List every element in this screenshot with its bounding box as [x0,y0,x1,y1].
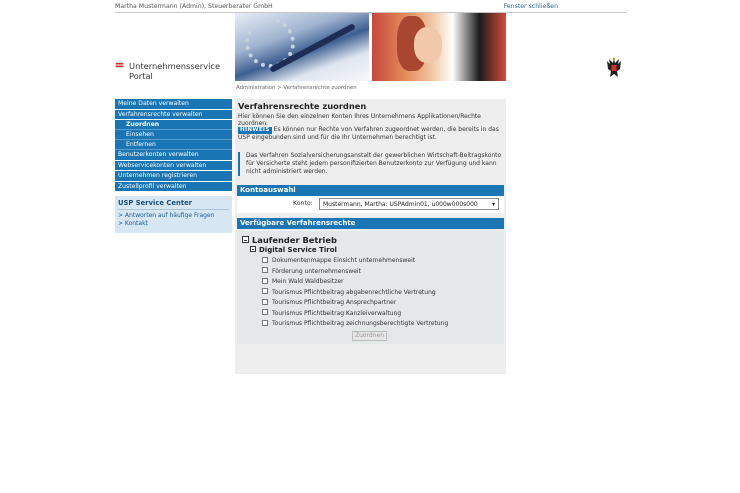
konto-row [237,196,504,213]
austrian-eagle-icon [604,57,624,79]
service-center-box [115,196,232,233]
tree-subgroup [250,246,337,254]
sidebar-subitem-zuordnen[interactable]: Zuordnen [115,120,232,130]
list-item [262,310,448,321]
contact-link[interactable]: > Kontakt [118,220,148,227]
right-checkbox[interactable] [262,257,268,263]
rights-list [262,257,448,331]
konto-section-header: Kontoauswahl [237,185,504,196]
list-item [262,268,448,279]
sidebar-nav [115,99,232,233]
logged-in-user: Martha Mustermann (Admin), Steuerberater GmbH [115,3,273,10]
sidebar-subitem-einsehen[interactable]: Einsehen [115,130,232,140]
page-title: Verfahrensrechte zuordnen [238,101,367,111]
right-label: Tourismus Pflichtbeitrag Ansprechpartner [272,299,397,306]
rights-section-header: Verfügbare Verfahrensrechte [237,218,504,229]
right-checkbox[interactable] [262,288,268,294]
breadcrumb: Administration > Verfahrensrechte zuordnen [236,85,357,91]
hint-badge: HINWEIS [240,127,270,133]
hint-box [238,126,503,142]
list-item [262,257,448,268]
right-checkbox[interactable] [262,309,268,315]
faq-link[interactable]: > Antworten auf häufige Fragen [118,212,215,219]
chevron-down-icon: ▾ [491,201,495,208]
right-checkbox[interactable] [262,320,268,326]
sidebar-item-webservicekonten[interactable]: Webservicekonten verwalten [115,161,232,172]
right-label: Tourismus Pflichtbeitrag abgabenrechtliche Vertretung [272,288,436,296]
right-checkbox[interactable] [262,278,268,284]
right-label: Dokumentenmappe Einsicht unternehmensweit [272,257,416,264]
logo-line-2: Portal [129,71,153,81]
top-bar [115,2,626,13]
sidebar-item-meine-daten[interactable]: Meine Daten verwalten [115,99,232,110]
list-item [262,289,448,300]
sidebar-item-verfahrensrechte[interactable]: Verfahrensrechte verwalten [115,110,232,121]
collapse-icon[interactable] [242,236,249,243]
list-item [262,299,448,310]
logo-line-1: Unternehmensservice [129,61,221,71]
right-label: Tourismus Pflichtbeitrag zeichnungsberechtigte Vertretung [272,320,449,327]
rights-tree [237,231,504,344]
hint-text: Es können nur Rechte von Verfahren zugeordnet werden, die bereits in das USP eingebunden sind und für die Ihr Unternehmen berechtigt ist. [238,126,499,141]
right-checkbox[interactable] [262,299,268,305]
main-content [235,99,506,374]
right-label: Förderung unternehmensweit [272,267,361,275]
close-window-link[interactable]: Fenster schließen [503,3,558,10]
austria-flag-icon [115,62,124,68]
sidebar-item-benutzerkonten[interactable]: Benutzerkonten verwalten [115,150,232,161]
konto-select-value: Mustermann, Martha: USPAdmin01, u000w000s000 [323,201,478,208]
list-item [262,320,448,331]
tree-group [242,235,337,245]
konto-label: Konto: [293,200,313,207]
group-label: Laufender Betrieb [252,235,337,245]
subgroup-label: Digital Service Tirol [259,246,337,254]
sidebar-subitem-entfernen[interactable]: Entfernen [115,140,232,150]
header-photo-people [372,13,506,81]
list-item [262,278,448,289]
right-label: Tourismus Pflichtbeitrag Kanzleiverwaltung [272,309,402,317]
intro-text: Hier können Sie den einzelnen Konten Ihres Unternehmens Applikationen/Rechte zuordnen. [238,113,481,127]
konto-select[interactable] [319,198,499,210]
sidebar-item-zustellprofil[interactable]: Zustellprofil verwalten [115,182,232,193]
right-checkbox[interactable] [262,267,268,273]
header-photo-pen [235,13,369,81]
service-center-title: USP Service Center [118,199,229,210]
sidebar-item-unternehmen-registrieren[interactable]: Unternehmen registrieren [115,171,232,182]
collapse-icon[interactable] [250,246,256,252]
note-text: Das Verfahren Sozialversicherungsanstalt der gewerblichen Wirtschaft-Beitragskonto für Versicherte steht jedem personifizierten Benutzerkonto zur Verfügung und kann nicht administriert werden. [238,152,503,176]
right-label: Mein Wald Waldbesitzer [272,278,344,285]
zuordnen-button[interactable]: Zuordnen [352,331,387,341]
